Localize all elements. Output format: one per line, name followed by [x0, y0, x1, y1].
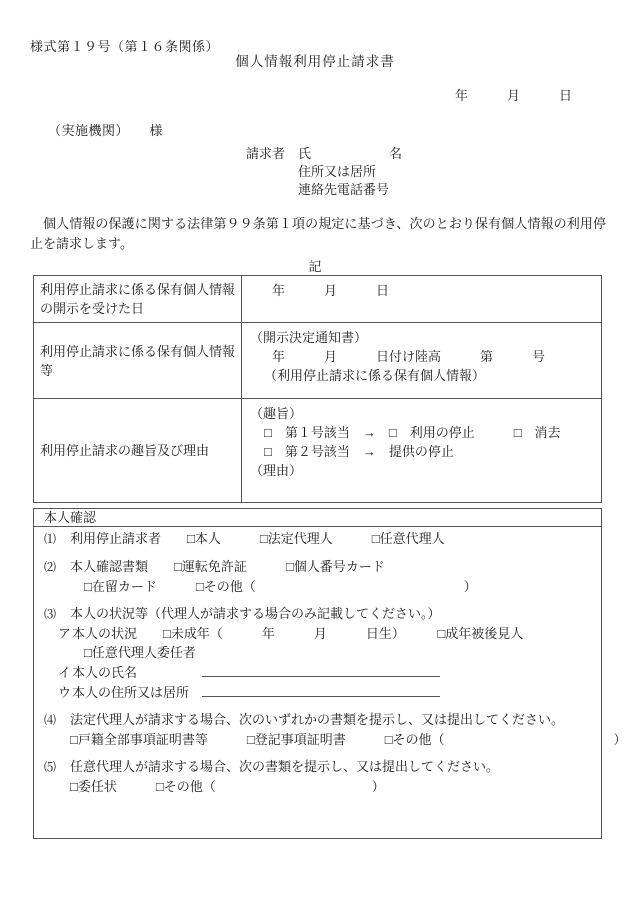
- requester-block: [246, 145, 402, 199]
- form-number: 様式第１９号（第１６条関係）: [30, 39, 220, 54]
- item-4-options-wrap: [44, 730, 627, 749]
- item-5-options-wrap: [44, 777, 601, 796]
- page-title: 個人情報利用停止請求書: [235, 54, 395, 69]
- spacer: [44, 749, 601, 757]
- item-3-sub-i: [44, 662, 601, 682]
- item-4-title: 法定代理人が請求する場合、次のいずれかの書類を提示し、又は提出してください。: [70, 712, 565, 727]
- item-2-options-line1[interactable]: □運転免許証 □個人番号カード: [174, 559, 385, 574]
- sub-u-address-input[interactable]: [202, 682, 440, 697]
- requester-phone-field: 連絡先電話番号: [298, 182, 390, 197]
- table-row: [34, 399, 602, 503]
- spacer: [44, 702, 601, 710]
- request-details-table: [33, 275, 602, 503]
- item-2-options-line2[interactable]: □在留カード □その他（ ）: [84, 579, 477, 594]
- identity-heading: 本人確認: [34, 509, 601, 527]
- reason-heading: （理由）: [250, 463, 303, 478]
- header-date-line: 年 月 日: [455, 88, 573, 103]
- item-4-number: ⑷: [44, 713, 57, 727]
- spacer: [44, 549, 601, 557]
- sub-a-label: 本人の状況: [72, 626, 138, 641]
- item-3-sub-u: [44, 682, 601, 702]
- row-value-disclosure-date: [242, 276, 602, 323]
- notice-number-line: 年 月 日付け陸高 第 号: [272, 349, 546, 364]
- requester-phone-row: [246, 181, 402, 199]
- row-label-personal-info: 利用停止請求に係る保有個人情報等: [34, 323, 242, 399]
- identity-item-1: [44, 529, 601, 549]
- sub-a-options-line2[interactable]: □任意代理人委任者: [84, 645, 196, 660]
- requester-name-row: [246, 145, 402, 163]
- item-1-options[interactable]: □本人 □法定代理人 □任意代理人: [187, 531, 445, 546]
- requester-label: 請求者: [246, 146, 286, 161]
- sub-u-mark: ウ: [58, 685, 72, 700]
- disclosure-date-field: 年 月 日: [272, 283, 390, 298]
- row-label-disclosure-date: 利用停止請求に係る保有個人情報の開示を受けた日: [34, 276, 242, 323]
- row-value-personal-info: [242, 323, 602, 399]
- table-row: [34, 323, 602, 399]
- sub-u-label: 本人の住所又は居所: [72, 685, 190, 700]
- sub-a-line2-wrap: [44, 643, 601, 662]
- item-2-title: 本人確認書類: [70, 559, 149, 574]
- identity-items: [34, 527, 627, 796]
- item-1-title: 利用停止請求者: [70, 531, 162, 546]
- sub-i-mark: イ: [58, 665, 72, 680]
- sub-i-label: 本人の氏名: [72, 665, 138, 680]
- identity-item-5: [44, 757, 601, 777]
- spacer: [44, 596, 601, 604]
- identity-item-4: [44, 710, 601, 730]
- item-5-options[interactable]: □委任状 □その他（ ）: [70, 779, 385, 794]
- item-2-number: ⑵: [44, 560, 57, 574]
- purpose-option-1[interactable]: □ 第１号該当 → □ 利用の停止 □ 消去: [264, 425, 561, 440]
- item-3-number: ⑶: [44, 607, 57, 621]
- sub-a-mark: ア: [58, 626, 72, 641]
- identity-item-2: [44, 557, 601, 577]
- requester-address-field: 住所又は居所: [298, 164, 377, 179]
- identity-verification-box: [33, 508, 627, 839]
- identity-item-3: [44, 604, 601, 624]
- addressee-line: （実施機関） 様: [48, 123, 164, 138]
- ki-marker: 記: [308, 259, 322, 274]
- requester-address-row: [246, 163, 402, 181]
- item-1-number: ⑴: [44, 532, 57, 546]
- row-value-purpose-reason: [242, 399, 602, 503]
- requester-name-field: 氏 名: [298, 146, 403, 161]
- sub-a-options-line1[interactable]: □未成年（ 年 月 日生） □成年被後見人: [163, 626, 524, 641]
- body-paragraph: 個人情報の保護に関する法律第９９条第１項の規定に基づき、次のとおり保有個人情報の利用停止を請求します。: [30, 216, 606, 251]
- item-5-title: 任意代理人が請求する場合、次の書類を提示し、又は提出してください。: [70, 759, 500, 774]
- purpose-option-2[interactable]: □ 第２号該当 → 提供の停止: [264, 444, 454, 459]
- purpose-heading: （趣旨）: [250, 406, 303, 421]
- row-label-purpose-reason: 利用停止請求の趣旨及び理由: [34, 399, 242, 503]
- item-3-title: 本人の状況等（代理人が請求する場合のみ記載してください。）: [70, 606, 441, 621]
- item-3-sub-a: [44, 624, 601, 643]
- sub-i-name-input[interactable]: [202, 662, 440, 677]
- item-2-options-line2-wrap: [44, 577, 601, 596]
- item-4-options[interactable]: □戸籍全部事項証明書等 □登記事項証明書 □その他（ ）: [70, 732, 627, 747]
- notice-title: （開示決定通知書）: [250, 330, 368, 345]
- notice-info-line: （利用停止請求に係る保有個人情報）: [264, 368, 486, 383]
- table-row: [34, 276, 602, 323]
- item-5-number: ⑸: [44, 760, 57, 774]
